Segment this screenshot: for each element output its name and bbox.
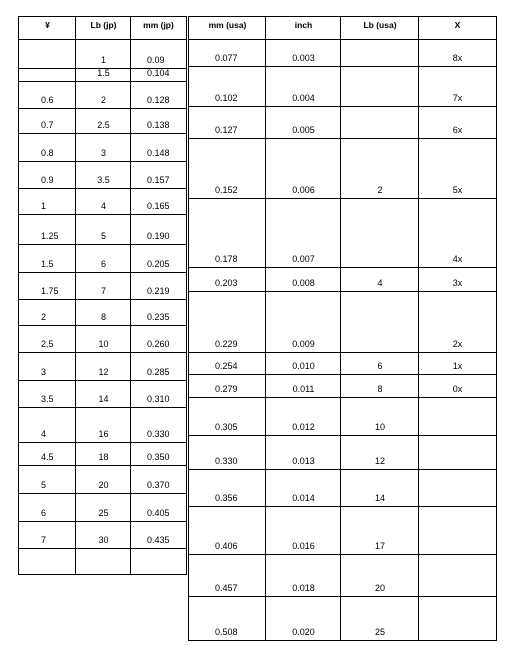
right-table-cell bbox=[340, 436, 419, 469]
right-table-cell-value: 0.152 bbox=[215, 185, 238, 195]
right-table-header-label: X bbox=[454, 20, 461, 30]
left-table-cell bbox=[75, 134, 131, 161]
table-row bbox=[18, 494, 187, 522]
right-table-cell bbox=[418, 268, 497, 291]
right-table-cell bbox=[340, 470, 419, 506]
right-table-cell-value: 0.356 bbox=[215, 493, 238, 503]
left-table-cell bbox=[75, 189, 131, 214]
left-table-cell-value: 0.8 bbox=[41, 148, 54, 158]
right-table-cell bbox=[418, 353, 497, 374]
table-row bbox=[188, 268, 497, 292]
table-row bbox=[18, 215, 187, 245]
left-table-cell bbox=[75, 162, 131, 188]
left-table-cell-value: 0.165 bbox=[147, 201, 170, 211]
left-table-cell-value: 10 bbox=[98, 339, 109, 349]
right-table-cell-value: 4x bbox=[452, 254, 463, 264]
left-table-cell bbox=[18, 189, 76, 214]
table-row bbox=[188, 555, 497, 597]
right-table-cell bbox=[418, 107, 497, 138]
right-table-cell bbox=[418, 199, 497, 267]
left-conversion-table bbox=[18, 16, 187, 575]
left-table-cell-value: 7 bbox=[41, 535, 47, 545]
left-table-cell bbox=[130, 443, 187, 465]
left-table-cell-value: 2.5 bbox=[41, 339, 54, 349]
left-table-cell-value: 0.435 bbox=[147, 535, 170, 545]
table-row bbox=[18, 466, 187, 494]
left-table-header-label: ¥ bbox=[45, 20, 50, 30]
right-table-header-cell bbox=[418, 16, 497, 39]
right-table-cell-value: 4 bbox=[377, 278, 383, 288]
left-table-cell-value: 0.128 bbox=[147, 95, 170, 105]
right-table-cell-value: 0.008 bbox=[292, 278, 315, 288]
left-table-cell-value: 14 bbox=[98, 394, 109, 404]
right-table-cell-value: 0.007 bbox=[292, 254, 315, 264]
left-table-cell bbox=[130, 381, 187, 407]
left-table-header-cell bbox=[18, 16, 76, 39]
table-row bbox=[18, 134, 187, 162]
left-table-cell bbox=[18, 353, 76, 380]
left-table-cell bbox=[130, 109, 187, 133]
right-table-cell bbox=[188, 139, 266, 198]
left-table-cell bbox=[130, 353, 187, 380]
right-table-cell-value: 8x bbox=[452, 53, 463, 63]
left-table-cell bbox=[75, 549, 131, 574]
right-table-cell bbox=[418, 597, 497, 640]
right-table-cell-value: 0.010 bbox=[292, 361, 315, 371]
left-table-cell bbox=[18, 69, 76, 81]
left-table-cell-value: 16 bbox=[98, 429, 109, 439]
left-table-cell-value: 0.157 bbox=[147, 175, 170, 185]
left-table-cell-value: 0.6 bbox=[41, 95, 54, 105]
left-table-cell-value: 0.285 bbox=[147, 367, 170, 377]
right-table-cell-value: 20 bbox=[374, 583, 385, 593]
left-table-cell-value: 0.260 bbox=[147, 339, 170, 349]
left-table-cell bbox=[75, 494, 131, 521]
right-table-cell bbox=[188, 67, 266, 106]
right-table-cell-value: 1x bbox=[452, 361, 463, 371]
left-table-cell bbox=[130, 273, 187, 299]
table-row bbox=[18, 408, 187, 443]
right-table-cell bbox=[340, 555, 419, 596]
left-table-cell-value: 20 bbox=[98, 480, 109, 490]
right-table-cell-value: 0x bbox=[452, 384, 463, 394]
right-table-cell bbox=[265, 40, 341, 66]
right-table-cell bbox=[265, 470, 341, 506]
right-table-cell-value: 0.014 bbox=[292, 493, 315, 503]
left-table-cell-value: 0.9 bbox=[41, 175, 54, 185]
left-table-cell-value: 1 bbox=[41, 201, 47, 211]
left-table-cell-value: 0.370 bbox=[147, 480, 170, 490]
left-table-cell-value: 0.148 bbox=[147, 148, 170, 158]
right-table-cell bbox=[188, 353, 266, 374]
left-table-cell-value: 0.310 bbox=[147, 394, 170, 404]
right-table-cell bbox=[265, 353, 341, 374]
left-table-cell-value: 0.205 bbox=[147, 259, 170, 269]
right-table-header-label: mm (usa) bbox=[208, 20, 247, 30]
left-table-cell bbox=[75, 215, 131, 244]
left-table-header-label: Lb (jp) bbox=[90, 20, 117, 30]
table-row bbox=[18, 189, 187, 215]
left-table-cell bbox=[75, 69, 131, 81]
left-table-cell-value: 2 bbox=[100, 95, 106, 105]
right-table-cell-value: 0.229 bbox=[215, 339, 238, 349]
right-table-cell bbox=[188, 40, 266, 66]
table-row bbox=[188, 470, 497, 507]
table-row bbox=[18, 109, 187, 134]
right-table-cell bbox=[188, 555, 266, 596]
right-table-cell-value: 6 bbox=[377, 361, 383, 371]
left-table-cell-value: 3.5 bbox=[41, 394, 54, 404]
left-table-cell bbox=[18, 109, 76, 133]
right-table-cell bbox=[340, 199, 419, 267]
left-table-cell-value: 1.25 bbox=[41, 231, 59, 241]
right-table-cell bbox=[188, 470, 266, 506]
right-table-cell-value: 0.406 bbox=[215, 541, 238, 551]
left-table-cell-value: 18 bbox=[98, 452, 109, 462]
right-table-header-row bbox=[188, 16, 497, 40]
left-table-cell-value: 30 bbox=[98, 535, 109, 545]
right-table-cell bbox=[418, 139, 497, 198]
left-table-cell-value: 5 bbox=[100, 231, 106, 241]
left-table-cell bbox=[75, 443, 131, 465]
left-table-cell bbox=[18, 381, 76, 407]
right-table-cell-value: 10 bbox=[374, 422, 385, 432]
right-table-cell-value: 0.016 bbox=[292, 541, 315, 551]
table-row bbox=[18, 300, 187, 326]
right-table-cell bbox=[265, 292, 341, 352]
right-table-cell bbox=[340, 375, 419, 397]
right-table-cell bbox=[265, 107, 341, 138]
right-table-cell-value: 0.013 bbox=[292, 456, 315, 466]
table-row bbox=[18, 40, 187, 69]
table-row bbox=[188, 40, 497, 67]
right-table-header-cell bbox=[188, 16, 266, 39]
right-table-cell bbox=[340, 292, 419, 352]
left-table-cell-value: 12 bbox=[98, 367, 109, 377]
right-table-cell-value: 12 bbox=[374, 456, 385, 466]
right-table-cell bbox=[418, 555, 497, 596]
left-table-cell-value: 0.7 bbox=[41, 120, 54, 130]
right-table-cell bbox=[340, 139, 419, 198]
right-table-cell-value: 17 bbox=[374, 541, 385, 551]
right-table-header-cell bbox=[265, 16, 341, 39]
right-table-cell-value: 2x bbox=[452, 339, 463, 349]
right-table-cell-value: 0.012 bbox=[292, 422, 315, 432]
right-table-cell bbox=[188, 398, 266, 435]
left-table-cell bbox=[75, 381, 131, 407]
right-table-cell-value: 7x bbox=[452, 93, 463, 103]
left-table-cell-value: 1.5 bbox=[41, 259, 54, 269]
right-table-cell bbox=[418, 507, 497, 554]
table-row bbox=[188, 67, 497, 107]
left-table-cell bbox=[18, 245, 76, 272]
right-table-cell bbox=[265, 597, 341, 640]
right-table-cell bbox=[188, 268, 266, 291]
left-table-header-cell bbox=[75, 16, 131, 39]
left-table-cell bbox=[75, 245, 131, 272]
left-table-cell-value: 4.5 bbox=[41, 452, 54, 462]
right-table-cell bbox=[340, 597, 419, 640]
right-table-cell bbox=[340, 507, 419, 554]
left-table-cell bbox=[75, 40, 131, 68]
left-table-cell bbox=[130, 215, 187, 244]
left-table-cell bbox=[18, 326, 76, 352]
right-table-cell bbox=[340, 268, 419, 291]
table-row bbox=[18, 549, 187, 575]
right-table-cell bbox=[188, 107, 266, 138]
left-table-cell-value: 8 bbox=[100, 312, 106, 322]
left-table-cell-value: 5 bbox=[41, 480, 47, 490]
table-row bbox=[188, 597, 497, 641]
right-table-cell-value: 0.006 bbox=[292, 185, 315, 195]
table-row bbox=[18, 522, 187, 549]
table-row bbox=[18, 443, 187, 466]
left-table-cell-value: 1.75 bbox=[41, 286, 59, 296]
left-table-cell bbox=[130, 408, 187, 442]
left-table-cell bbox=[130, 245, 187, 272]
left-table-cell bbox=[18, 443, 76, 465]
left-table-cell bbox=[75, 326, 131, 352]
table-row bbox=[188, 398, 497, 436]
left-table-cell bbox=[130, 466, 187, 493]
left-table-cell bbox=[75, 273, 131, 299]
left-table-cell-value: 6 bbox=[41, 508, 47, 518]
right-table-cell bbox=[265, 139, 341, 198]
table-row bbox=[18, 381, 187, 408]
left-table-cell-value: 0.330 bbox=[147, 429, 170, 439]
left-table-cell bbox=[130, 134, 187, 161]
left-table-cell bbox=[75, 466, 131, 493]
right-table-cell bbox=[265, 507, 341, 554]
right-table-cell bbox=[340, 107, 419, 138]
right-table-cell bbox=[265, 199, 341, 267]
right-table-header-cell bbox=[340, 16, 419, 39]
table-row bbox=[188, 436, 497, 470]
right-table-cell bbox=[188, 292, 266, 352]
table-row bbox=[18, 82, 187, 109]
left-table-cell-value: 0.09 bbox=[147, 55, 165, 65]
left-table-cell-value: 0.190 bbox=[147, 231, 170, 241]
left-table-cell bbox=[18, 40, 76, 68]
left-table-cell bbox=[18, 466, 76, 493]
table-row bbox=[188, 375, 497, 398]
right-table-cell-value: 8 bbox=[377, 384, 383, 394]
left-table-cell-value: 4 bbox=[100, 201, 106, 211]
right-table-cell-value: 0.004 bbox=[292, 93, 315, 103]
right-table-cell bbox=[418, 375, 497, 397]
left-table-cell-value: 0.104 bbox=[147, 68, 170, 78]
right-table-cell bbox=[340, 398, 419, 435]
left-table-header-label: mm (jp) bbox=[143, 20, 174, 30]
left-table-cell-value: 3.5 bbox=[97, 175, 110, 185]
right-table-cell bbox=[265, 555, 341, 596]
right-table-cell bbox=[188, 436, 266, 469]
left-table-cell bbox=[130, 69, 187, 81]
table-row bbox=[188, 292, 497, 353]
left-table-cell-value: 1 bbox=[100, 55, 106, 65]
right-table-cell-value: 14 bbox=[374, 493, 385, 503]
table-row bbox=[18, 273, 187, 300]
table-row bbox=[188, 507, 497, 555]
left-table-cell bbox=[18, 82, 76, 108]
left-table-cell bbox=[18, 494, 76, 521]
right-table-cell bbox=[418, 40, 497, 66]
table-row bbox=[18, 162, 187, 189]
right-table-cell-value: 0.330 bbox=[215, 456, 238, 466]
table-row bbox=[188, 353, 497, 375]
right-table-cell bbox=[340, 353, 419, 374]
right-table-cell-value: 0.102 bbox=[215, 93, 238, 103]
table-row bbox=[188, 107, 497, 139]
right-table-cell bbox=[188, 199, 266, 267]
left-table-cell-value: 1.5 bbox=[97, 68, 110, 78]
right-table-cell bbox=[418, 436, 497, 469]
table-row bbox=[18, 245, 187, 273]
left-table-cell bbox=[130, 326, 187, 352]
left-table-cell bbox=[130, 494, 187, 521]
right-table-cell bbox=[418, 470, 497, 506]
right-table-cell bbox=[418, 67, 497, 106]
left-table-cell-value: 0.405 bbox=[147, 508, 170, 518]
right-table-cell-value: 0.009 bbox=[292, 339, 315, 349]
left-table-cell bbox=[130, 522, 187, 548]
left-table-cell bbox=[18, 408, 76, 442]
right-table-cell bbox=[188, 597, 266, 640]
right-table-cell-value: 0.508 bbox=[215, 627, 238, 637]
left-table-cell bbox=[18, 300, 76, 325]
left-table-cell bbox=[75, 408, 131, 442]
left-table-cell bbox=[18, 549, 76, 574]
left-table-cell bbox=[130, 300, 187, 325]
left-table-cell-value: 0.219 bbox=[147, 286, 170, 296]
left-table-header-cell bbox=[130, 16, 187, 39]
right-table-cell bbox=[340, 40, 419, 66]
left-table-cell bbox=[18, 162, 76, 188]
right-table-cell-value: 0.305 bbox=[215, 422, 238, 432]
right-table-cell-value: 6x bbox=[452, 125, 463, 135]
left-table-cell-value: 25 bbox=[98, 508, 109, 518]
table-row bbox=[188, 199, 497, 268]
left-table-cell bbox=[130, 162, 187, 188]
right-table-header-label: Lb (usa) bbox=[363, 20, 397, 30]
right-table-cell bbox=[188, 507, 266, 554]
left-table-cell bbox=[75, 300, 131, 325]
right-table-cell bbox=[418, 398, 497, 435]
right-table-cell-value: 0.254 bbox=[215, 361, 238, 371]
right-table-cell-value: 0.457 bbox=[215, 583, 238, 593]
right-table-cell-value: 0.178 bbox=[215, 254, 238, 264]
left-table-cell bbox=[75, 82, 131, 108]
left-table-cell-value: 4 bbox=[41, 429, 47, 439]
right-table-cell bbox=[265, 268, 341, 291]
table-row bbox=[18, 69, 187, 82]
right-table-cell-value: 5x bbox=[452, 185, 463, 195]
left-table-cell-value: 3 bbox=[100, 148, 106, 158]
left-table-cell bbox=[18, 522, 76, 548]
left-table-cell bbox=[75, 353, 131, 380]
left-table-cell bbox=[18, 273, 76, 299]
left-table-cell-value: 0.138 bbox=[147, 120, 170, 130]
right-table-cell-value: 0.077 bbox=[215, 53, 238, 63]
right-table-cell-value: 0.020 bbox=[292, 627, 315, 637]
right-table-cell-value: 0.005 bbox=[292, 125, 315, 135]
left-table-cell-value: 3 bbox=[41, 367, 47, 377]
right-table-header-label: inch bbox=[294, 20, 313, 30]
right-table-cell-value: 0.011 bbox=[292, 384, 315, 394]
left-table-cell bbox=[18, 215, 76, 244]
left-table-cell bbox=[130, 82, 187, 108]
right-table-cell-value: 25 bbox=[374, 627, 385, 637]
left-table-cell bbox=[18, 134, 76, 161]
right-table-cell-value: 0.127 bbox=[215, 125, 238, 135]
left-table-header-row bbox=[18, 16, 187, 40]
right-table-cell-value: 0.018 bbox=[292, 583, 315, 593]
left-table-cell-value: 7 bbox=[100, 286, 106, 296]
right-table-cell bbox=[265, 375, 341, 397]
table-row bbox=[18, 353, 187, 381]
left-table-cell bbox=[130, 40, 187, 68]
right-table-cell-value: 0.203 bbox=[215, 278, 238, 288]
right-table-cell bbox=[265, 436, 341, 469]
right-table-cell bbox=[418, 292, 497, 352]
right-table-cell-value: 0.003 bbox=[292, 53, 315, 63]
left-table-cell bbox=[75, 522, 131, 548]
left-table-cell bbox=[130, 189, 187, 214]
left-table-cell bbox=[75, 109, 131, 133]
right-table-cell bbox=[265, 398, 341, 435]
left-table-cell-value: 2 bbox=[41, 312, 47, 322]
right-table-cell-value: 2 bbox=[377, 185, 383, 195]
right-table-cell-value: 0.279 bbox=[215, 384, 238, 394]
right-conversion-table bbox=[188, 16, 497, 641]
left-table-cell bbox=[130, 549, 187, 574]
left-table-cell-value: 0.235 bbox=[147, 312, 170, 322]
left-table-cell-value: 6 bbox=[100, 259, 106, 269]
right-table-cell bbox=[340, 67, 419, 106]
left-table-cell-value: 2.5 bbox=[97, 120, 110, 130]
right-table-cell bbox=[265, 67, 341, 106]
right-table-cell bbox=[188, 375, 266, 397]
table-row bbox=[188, 139, 497, 199]
table-row bbox=[18, 326, 187, 353]
left-table-cell-value: 0.350 bbox=[147, 452, 170, 462]
right-table-cell-value: 3x bbox=[452, 278, 463, 288]
